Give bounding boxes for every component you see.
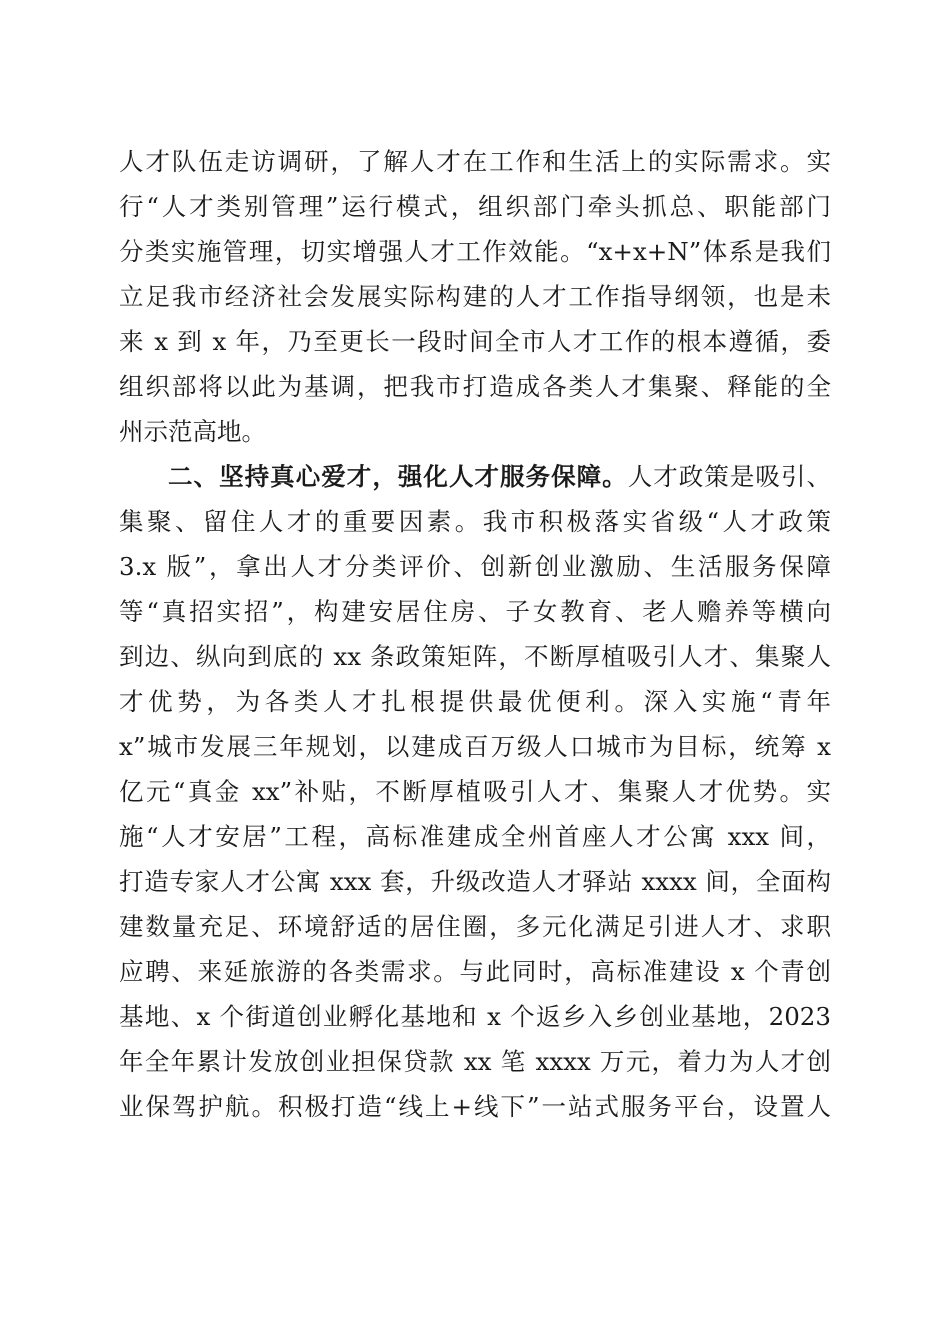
section-heading-line — [168, 457, 831, 497]
section-lead-text: 人才政策是吸引、 — [627, 462, 831, 491]
paragraph-line: 等“真招实招”，构建安居住房、子女教育、老人赡养等横向 — [119, 597, 831, 626]
section-heading: 二、坚持真心爱才，强化人才服务保障。 — [168, 462, 628, 491]
paragraph-line: x”城市发展三年规划，以建成百万级人口城市为目标，统筹 x — [119, 732, 831, 761]
paragraph-line: 来 x 到 x 年，乃至更长一段时间全市人才工作的根本遵循，委 — [119, 327, 831, 356]
paragraph-line: 建数量充足、环境舒适的居住圈，多元化满足引进人才、求职 — [119, 912, 831, 941]
paragraph-line: 应聘、来延旅游的各类需求。与此同时，高标准建设 x 个青创 — [119, 957, 831, 986]
paragraph-line: 施“人才安居”工程，高标准建成全州首座人才公寓 xxx 间， — [119, 822, 831, 851]
paragraph-line: 分类实施管理，切实增强人才工作效能。“x+x+N”体系是我们 — [119, 237, 831, 266]
paragraph-line: 才优势，为各类人才扎根提供最优便利。深入实施“青年 — [119, 687, 831, 716]
paragraph-line: 集聚、留住人才的重要因素。我市积极落实省级“人才政策 — [119, 507, 831, 536]
paragraph-line: 行“人才类别管理”运行模式，组织部门牵头抓总、职能部门 — [119, 192, 831, 221]
paragraph-line: 亿元“真金 xx”补贴，不断厚植吸引人才、集聚人才优势。实 — [119, 777, 831, 806]
paragraph-line: 基地、x 个街道创业孵化基地和 x 个返乡入乡创业基地，2023 — [119, 1002, 831, 1031]
paragraph-line: 组织部将以此为基调，把我市打造成各类人才集聚、释能的全 — [119, 372, 831, 401]
paragraph-line: 到边、纵向到底的 xx 条政策矩阵，不断厚植吸引人才、集聚人 — [119, 642, 831, 671]
paragraph-line: 立足我市经济社会发展实际构建的人才工作指导纲领，也是未 — [119, 282, 831, 311]
paragraph-line: 人才队伍走访调研，了解人才在工作和生活上的实际需求。实 — [119, 147, 831, 176]
paragraph-line: 州示范高地。 — [119, 417, 266, 446]
paragraph-line: 打造专家人才公寓 xxx 套，升级改造人才驿站 xxxx 间，全面构 — [119, 867, 831, 896]
paragraph-line: 业保驾护航。积极打造“线上+线下”一站式服务平台，设置人 — [119, 1092, 831, 1121]
paragraph-line: 年全年累计发放创业担保贷款 xx 笔 xxxx 万元，着力为人才创 — [119, 1047, 831, 1076]
paragraph-line: 3.x 版”，拿出人才分类评价、创新创业激励、生活服务保障 — [119, 552, 831, 581]
